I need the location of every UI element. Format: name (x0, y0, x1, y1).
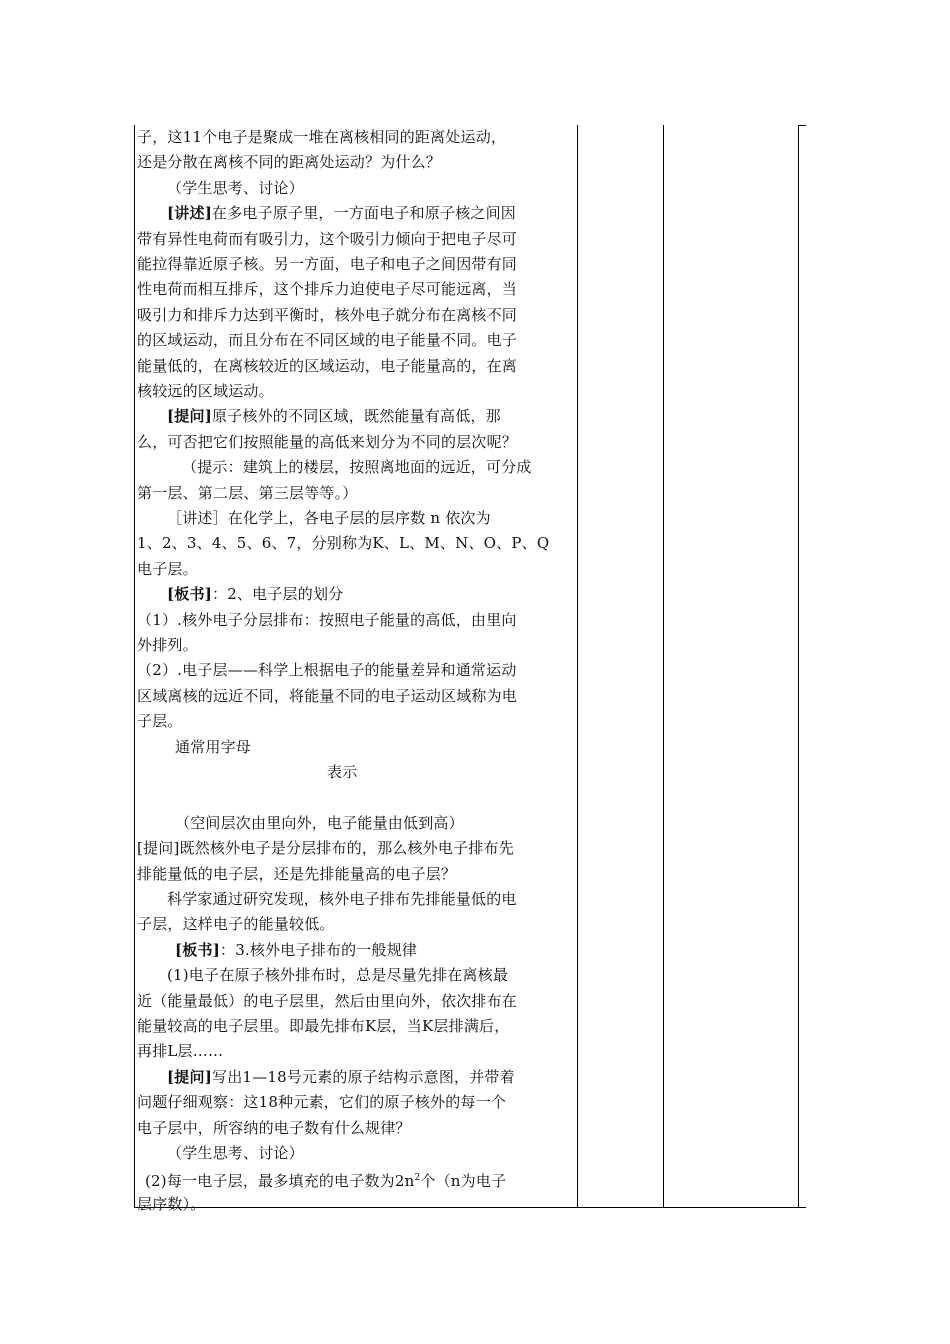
section-label: [板书] (167, 585, 212, 604)
text-line (137, 686, 517, 706)
line-text: 吸引力和排斥力达到平衡时，核外电子就分布在离核不同 (137, 305, 518, 324)
text-line (167, 203, 516, 223)
line-text: 通常用字母 (175, 737, 252, 756)
text-line (137, 914, 335, 934)
line-text: 性电荷而相互排斥，这个排斥力迫使电子尽可能远离，当 (137, 280, 518, 299)
text-line (137, 991, 517, 1011)
text-line (137, 381, 274, 401)
line-text: （学生思考、讨论） (167, 178, 304, 197)
line-text: 核较远的区域运动。 (137, 382, 274, 400)
line-text: ［讲述］在化学上，各电子层的层序数 n 依次为 (167, 509, 491, 527)
line-text: 写出1—18号元素的原子结构示意图，并带着 (212, 1067, 515, 1086)
text-line (182, 457, 532, 477)
text-line (137, 279, 517, 299)
line-text: 第一层、第二层、第三层等等。） (137, 483, 358, 502)
line-text: 科学家通过研究发现，核外电子排布先排能量低的电 (167, 890, 517, 908)
line-text: 子层，这样电子的能量较低。 (137, 915, 335, 934)
text-line (137, 635, 198, 655)
text-line (175, 940, 417, 960)
text-line (167, 1143, 304, 1163)
line-text: 原子核外的不同区域，既然能量有高低，那 (212, 407, 501, 426)
text-line (137, 1194, 206, 1214)
text-line (167, 406, 501, 426)
line-text: [提问]既然核外电子是分层排布的，那么核外电子排布先 (137, 839, 514, 858)
line-text: (2)每一电子层，最多填充的电子数为2n (145, 1172, 415, 1191)
line-text: 能拉得靠近原子核。另一方面，电子和电子之间因带有同 (137, 255, 518, 273)
text-line (137, 432, 517, 452)
column-divider-2 (663, 125, 664, 1208)
column-divider-3 (798, 125, 799, 1208)
text-line (137, 305, 517, 325)
line-text: （空间层次由里向外，电子能量由低到高） (175, 813, 464, 832)
text-line (137, 1041, 223, 1061)
text-line (137, 660, 517, 680)
line-text: 再排L层…… (137, 1042, 224, 1061)
line-text: 能量较高的电子层里。即最先排布K层，当K层排满后， (137, 1017, 510, 1035)
text-line (167, 508, 491, 528)
line-text: （学生思考、讨论） (167, 1144, 304, 1162)
line-text: 子，这11个电子是聚成一堆在离核相同的距离处运动， (137, 128, 507, 146)
line-text: 还是分散在离核不同的距离处运动？为什么？ (137, 153, 442, 172)
text-line (137, 127, 506, 147)
text-line (167, 1067, 515, 1087)
line-text: 带有异性电荷而有吸引力，这个吸引力倾向于把电子尽可 (137, 229, 518, 248)
line-text: 近（能量最低）的电子层里，然后由里向外，依次排布在 (137, 991, 518, 1010)
text-line (145, 1168, 506, 1191)
line-text: 电子层中，所容纳的电子数有什么规律？ (137, 1118, 411, 1137)
line-text-tail: 个（n为电子 (420, 1172, 507, 1191)
text-line (137, 864, 456, 884)
line-text: 外排列。 (137, 636, 198, 654)
line-text: （提示：建筑上的楼层，按照离地面的远近，可分成 (182, 458, 532, 477)
text-line (137, 1016, 509, 1036)
line-text: 电子层。 (137, 559, 198, 578)
line-text: ：2、电子层的划分 (212, 585, 344, 604)
text-line (137, 1118, 411, 1138)
table-edge-tick (798, 125, 806, 126)
line-text: ：3.核外电子排布的一般规律 (220, 940, 418, 959)
text-line (137, 838, 514, 858)
text-line (137, 533, 549, 553)
line-text: 么，可否把它们按照能量的高低来划分为不同的层次呢？ (137, 432, 518, 451)
text-line (167, 965, 508, 985)
table-border-bottom (134, 1207, 806, 1208)
text-line (137, 711, 183, 731)
line-text: 层序数）。 (137, 1194, 206, 1213)
text-line (167, 584, 343, 604)
text-line (167, 889, 517, 909)
text-line (137, 152, 441, 172)
section-label: [提问] (167, 407, 212, 426)
text-line (175, 813, 464, 833)
text-line (137, 610, 517, 630)
section-label: [板书] (175, 940, 220, 959)
section-label: [提问] (167, 1067, 212, 1086)
text-line (167, 178, 304, 198)
text-line (137, 559, 198, 579)
line-text: 能量低的，在离核较近的区域运动，电子能量高的，在离 (137, 356, 518, 375)
line-text: （1）.核外电子分层排布：按照电子能量的高低，由里向 (137, 610, 517, 629)
line-text: 1、2、3、4、5、6、7，分别称为K、L、M、N、O、P、Q (137, 534, 550, 553)
text-line (137, 229, 517, 249)
text-line (137, 356, 517, 376)
line-text: 问题仔细观察：这18种元素，它们的原子核外的每一个 (137, 1093, 507, 1112)
line-text: 区域离核的远近不同，将能量不同的电子运动区域称为电 (137, 686, 518, 705)
text-line (327, 762, 357, 782)
text-line (137, 254, 517, 274)
text-line (175, 737, 251, 757)
text-line (137, 483, 358, 503)
line-text: 表示 (327, 763, 358, 781)
line-text: (1)电子在原子核外排布时，总是尽量先排在离核最 (167, 966, 509, 985)
line-text: 在多电子原子里，一方面电子和原子核之间因 (212, 204, 517, 223)
section-label: [讲述] (167, 204, 212, 223)
line-text: （2）.电子层——科学上根据电子的能量差异和通常运动 (137, 661, 517, 680)
line-text: 的区域运动，而且分布在不同区域的电子能量不同。电子 (137, 331, 518, 350)
table-border-left (134, 125, 135, 1208)
line-text: 子层。 (137, 712, 183, 731)
superscript: 2 (414, 1173, 421, 1184)
text-line (137, 330, 517, 350)
text-line (137, 1092, 506, 1112)
column-divider-1 (577, 125, 578, 1208)
line-text: 排能量低的电子层，还是先排能量高的电子层？ (137, 864, 457, 883)
